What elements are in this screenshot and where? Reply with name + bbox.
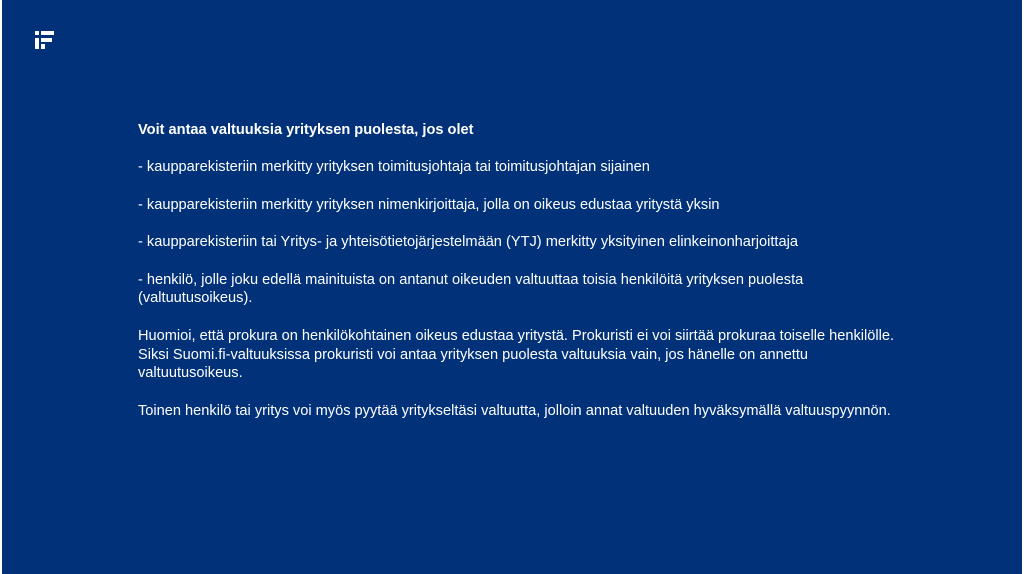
suomi-fi-logo-icon [35,31,55,49]
paragraph-mandate-request: Toinen henkilö tai yritys voi myös pyytää yritykseltäsi valtuutta, jolloin annat valtuuden hyväksymällä valtuuspyynnön. [138,402,891,419]
bullet-authorized-person: - henkilö, jolle joku edellä mainituista on antanut oikeuden valtuuttaa toisia henkilöitä yrityksen puolesta (valtuutusoikeus). [138,271,804,307]
paragraph-prokura: Huomioi, että prokura on henkilökohtainen oikeus edustaa yritystä. Prokuristi ei voi siirtää prokuraa toiselle henkilölle. Siksi Suomi.fi-valtuuksissa prokuristi voi antaa yrityksen puolesta valtuuksia vain, jos hänelle on annettu valtuutusoikeus. [138,327,895,382]
bullet-sole-trader: - kaupparekisteriin tai Yritys- ja yhteisötietojärjestelmään (YTJ) merkitty yksityinen elinkeinonharjoittaja [138,234,798,251]
slide-heading: Voit antaa valtuuksia yrityksen puolesta, jos olet [138,122,474,138]
slide-content [138,121,898,439]
bullet-ceo: - kaupparekisteriin merkitty yrityksen toimitusjohtaja tai toimitusjohtajan sijainen [138,159,650,176]
bullet-signatory: - kaupparekisteriin merkitty yrityksen nimenkirjoittaja, jolla on oikeus edustaa yritystä yksin [138,196,720,213]
slide [2,0,1022,574]
